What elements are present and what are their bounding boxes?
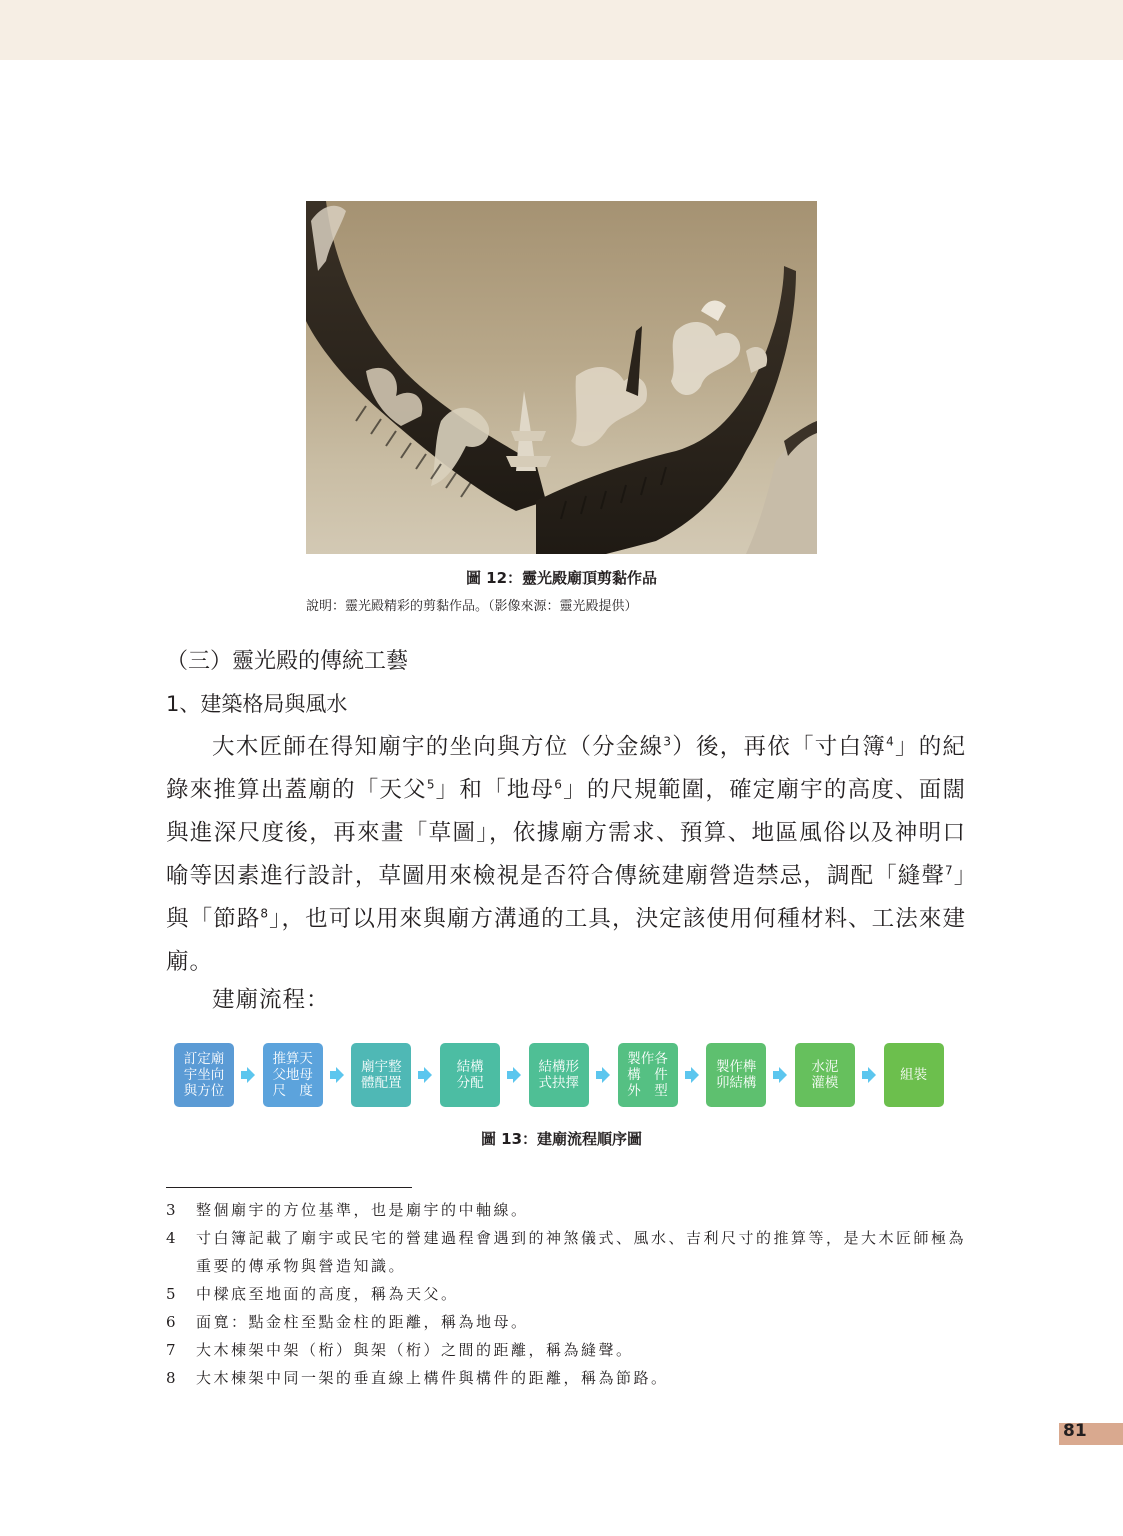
footnote <box>166 1336 966 1364</box>
section-heading: （三）靈光殿的傳統工藝 <box>166 649 409 674</box>
footnote-number: 8 <box>166 1369 176 1387</box>
footnote <box>166 1364 966 1392</box>
figure-12-caption: 說明：靈光殿精彩的剪黏作品。（影像來源：靈光殿提供） <box>306 599 638 614</box>
body-text: 」的紀錄來推算出蓋廟的「天父 <box>166 734 966 803</box>
footnote-text: 大木棟架中同一架的垂直線上構件與構件的距離，稱為節路。 <box>196 1369 669 1387</box>
footnote-number: 4 <box>166 1229 176 1247</box>
footnote-ref: 7 <box>944 863 954 878</box>
flow-step: 訂定廟 宇坐向 與方位 <box>174 1043 234 1107</box>
flow-label: 建廟流程： <box>212 987 330 1013</box>
footnote-text: 面寬：點金柱至點金柱的距離，稱為地母。 <box>196 1313 529 1331</box>
arrow-right-icon <box>773 1067 787 1083</box>
flow-step: 製作榫 卯結構 <box>706 1043 766 1107</box>
footnote-number: 7 <box>166 1341 176 1359</box>
footnote-text: 整個廟宇的方位基準，也是廟宇的中軸線。 <box>196 1201 529 1219</box>
footnote-number: 6 <box>166 1313 176 1331</box>
footnote-ref: 6 <box>554 777 563 792</box>
footnote-ref: 5 <box>426 777 436 792</box>
arrow-right-icon <box>862 1067 876 1083</box>
subsection-heading: 1、建築格局與風水 <box>166 692 348 716</box>
figure-12-title: 圖 12：靈光殿廟頂剪黏作品 <box>465 569 658 587</box>
flow-step: 推算天 父地母 尺 度 <box>263 1043 323 1107</box>
body-text: 大木匠師在得知廟宇的坐向與方位（分金線 <box>212 734 664 760</box>
temple-roof-illustration <box>306 201 817 554</box>
page-number: 81 <box>1063 1421 1087 1441</box>
figure-13-title: 圖 13：建廟流程順序圖 <box>480 1130 643 1148</box>
footnote-ref: 3 <box>663 734 672 749</box>
footnote-text: 寸白簿記載了廟宇或民宅的營建過程會遇到的神煞儀式、風水、吉利尺寸的推算等，是大木匠師極為重要的傳承物與營造知識。 <box>196 1229 967 1275</box>
footnote-text: 大木棟架中架（桁）與架（桁）之間的距離，稱為縫聲。 <box>196 1341 634 1359</box>
footnote-text: 中樑底至地面的高度，稱為天父。 <box>196 1285 459 1303</box>
body-text: 」與「節路 <box>166 863 966 932</box>
flow-step: 結構形 式抉擇 <box>529 1043 589 1107</box>
flow-step: 組裝 <box>884 1043 944 1107</box>
footnote-divider <box>166 1187 412 1188</box>
arrow-right-icon <box>241 1067 255 1083</box>
temple-roof-photo <box>306 201 817 554</box>
arrow-right-icon <box>507 1067 521 1083</box>
body-paragraph <box>166 726 966 984</box>
body-text: 」，也可以用來與廟方溝通的工具，決定該使用何種材料、工法來建廟。 <box>166 906 966 975</box>
arrow-right-icon <box>330 1067 344 1083</box>
footnotes <box>166 1196 966 1392</box>
footnote-ref: 4 <box>886 734 895 749</box>
arrow-right-icon <box>685 1067 699 1083</box>
flow-step: 廟宇整 體配置 <box>351 1043 411 1107</box>
footnote <box>166 1308 966 1336</box>
flow-step: 水泥 灌模 <box>795 1043 855 1107</box>
footnote-number: 3 <box>166 1201 176 1219</box>
body-text: 」的尺規範圍，確定廟宇的高度、面闊與進深尺度後，再來畫「草圖」，依據廟方需求、預算、地區風俗以及神明口喻等因素進行設計，草圖用來檢視是否符合傳統建廟營造禁忌，調配「縫聲 <box>166 777 966 889</box>
header-band <box>0 0 1123 60</box>
body-text: 」和「地母 <box>435 777 555 803</box>
temple-building-flowchart <box>174 1043 944 1107</box>
arrow-right-icon <box>596 1067 610 1083</box>
arrow-right-icon <box>418 1067 432 1083</box>
footnote <box>166 1196 966 1224</box>
flow-step: 製作各 構 件 外 型 <box>618 1043 678 1107</box>
footnote-ref: 8 <box>260 906 270 921</box>
footnote <box>166 1280 966 1308</box>
flow-step: 結構 分配 <box>440 1043 500 1107</box>
body-text: ）後，再依「寸白簿 <box>672 734 887 760</box>
footnote-number: 5 <box>166 1285 176 1303</box>
footnote <box>166 1224 966 1280</box>
